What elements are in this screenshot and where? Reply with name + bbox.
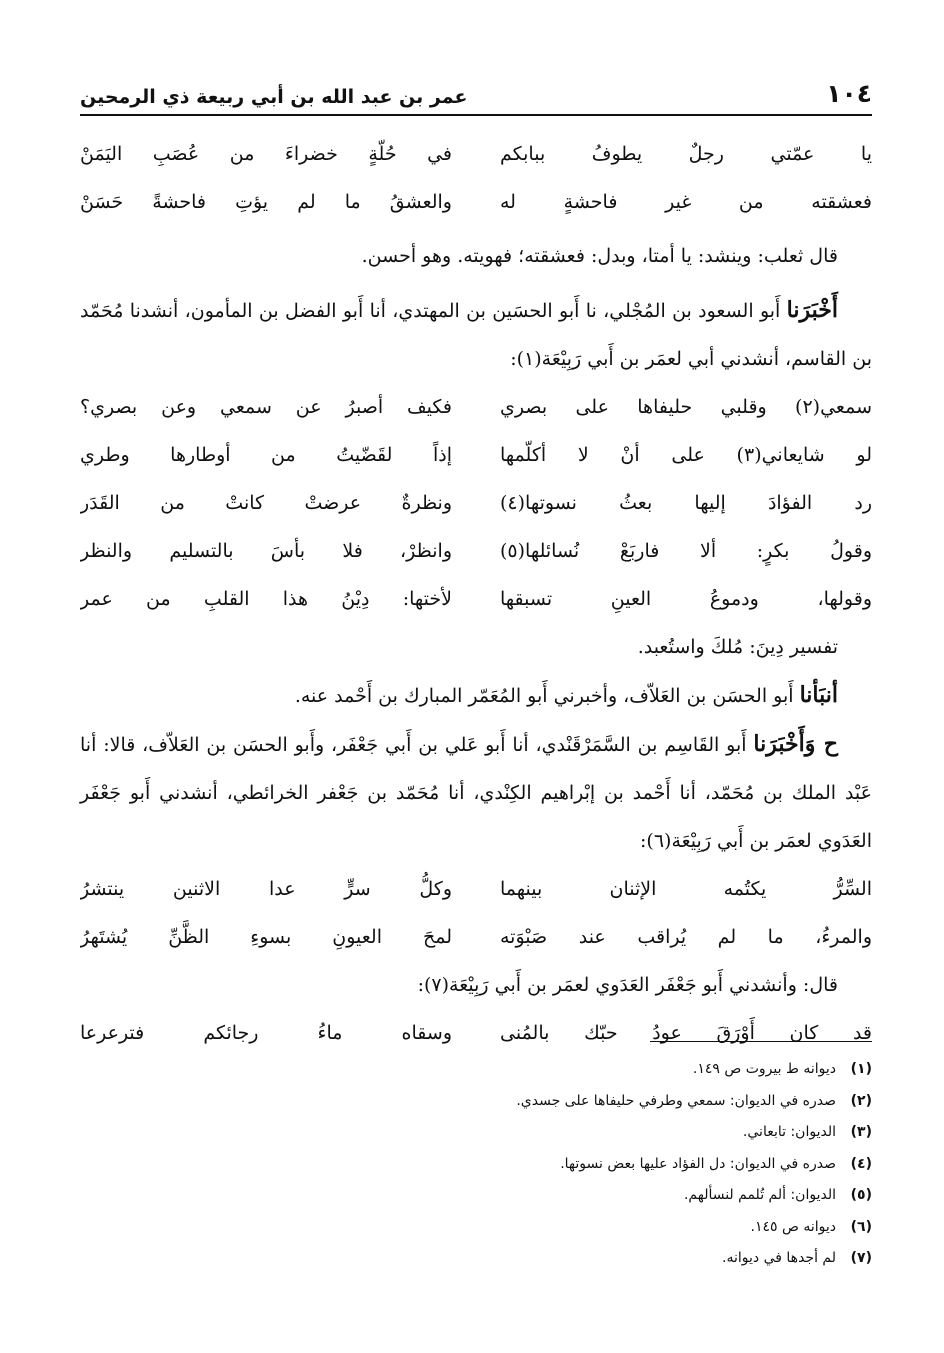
page-body	[80, 130, 872, 1057]
footnote-text: صدره في الديوان: سمعي وطرفي حليفاها على جسدي.	[516, 1092, 836, 1109]
footnote	[80, 1086, 872, 1118]
verse-hemistich-first: قد كان أَوْرَقَ عودُ حبّك بالمُنى	[500, 1022, 872, 1044]
footnote-text: ديوانه ص ١٤٥.	[750, 1218, 836, 1235]
verse-hemistich-first: لو شايعاني(٣) على أنْ لا أكلّمها	[500, 444, 872, 466]
footnote-text: لم أجدها في ديوانه.	[722, 1250, 836, 1266]
footnote-number: (٦)	[850, 1218, 872, 1235]
verse-hemistich-second: وانظرْ، فلا بأسَ بالتسليم والنظر	[80, 540, 452, 562]
verse-line	[80, 130, 872, 178]
verse-line	[80, 1009, 872, 1057]
verse-hemistich-second: وسقاه ماءُ رجائكم فترعرعا	[80, 1022, 452, 1044]
footnote-text: ديوانه ط بيروت ص ١٤٩.	[692, 1061, 836, 1077]
verse-hemistich-second: لمحَ العيونِ بسوءِ الظَّنِّ يُشتَهرُ	[80, 926, 452, 948]
verse-line	[80, 865, 872, 913]
isnad-text: أَبو الحسَن بن العَلاّف، وأخبرني أَبو المُعَمّر المبارك بن أَحْمد عنه.	[294, 685, 800, 707]
footnote	[80, 1180, 872, 1212]
verse-hemistich-first: وقولها، ودموعُ العينِ تسبقها	[500, 588, 872, 610]
footnote-number: (٥)	[850, 1187, 872, 1203]
isnad-lead: ح وَأَخْبَرَنا	[753, 731, 838, 757]
paragraph-thalab: قال ثعلب: وينشد: يا أمتا، وبدل: فعشقته؛ فهويته. وهو أحسن.	[361, 245, 838, 267]
verse-hemistich-second: فكيف أصبرُ عن سمعي وعن بصري؟	[80, 396, 452, 418]
verse-hemistich-second: والعشقُ ما لم يؤتِ فاحشةً حَسَنْ	[80, 191, 452, 213]
verse-line	[80, 913, 872, 961]
paragraph-isnad-2	[80, 671, 872, 720]
footnote-number: (٢)	[850, 1092, 872, 1109]
isnad-text: أَبو القَاسِم بن السَّمَرْقَنْدي، أنا أَبو عَلي بن أَبي جَعْفَر، وأَبو الحسَن بن العَلاّف، قالا: أنا عَبْد الملك بن مُحَمّد، أنا أَحْمد بن إبْراهيم الكِنْدي، أنا مُحَمّد بن جَعْفر الخرائطي، أنشدني أَبو جَعْفَر العَدَوي لعمَر بن أَبي رَبِيْعَة(٦):	[80, 734, 872, 852]
verse-line	[80, 479, 872, 527]
footnote	[80, 1117, 872, 1149]
isnad-text: أَبو السعود بن المُجْلي، نا أَبو الحسَين بن المهتدي، أنا أَبو الفضل بن المأمون، أنشدنا مُحَمّد بن القاسم، أنشدني أبي لعمَر بن أَبي رَبِيْعَة(١):	[80, 300, 872, 370]
footnote	[80, 1243, 872, 1275]
footnote-number: (٣)	[850, 1124, 872, 1140]
footnote-number: (٧)	[850, 1250, 872, 1266]
verse-hemistich-second: إذاً لقَضّيتُ من أوطارها وطري	[80, 444, 452, 466]
paragraph-isnad-4: قال: وأنشدني أَبو جَعْفَر العَدَوي لعمَر بن أَبي رَبِيْعَة(٧):	[417, 974, 838, 996]
footnotes	[80, 1054, 872, 1275]
footnote-text: الديوان: تابعاني.	[742, 1124, 836, 1140]
verse-hemistich-second: وكلُّ سرٍّ عدا الاثنين ينتشرُ	[80, 878, 452, 900]
footnote-number: (١)	[850, 1061, 872, 1077]
footnote-text: الديوان: ألم تُلمم لنسألهم.	[683, 1187, 836, 1203]
footnote-separator	[650, 1041, 872, 1042]
isnad-lead: أنبَأنا	[799, 682, 838, 708]
page-header	[80, 72, 872, 116]
verse-hemistich-first: فعشقته من غير فاحشةٍ له	[500, 191, 872, 213]
footnote-text: صدره في الديوان: دل الفؤاد عليها بعض نسوتها.	[560, 1155, 836, 1172]
footnote	[80, 1212, 872, 1244]
footnote	[80, 1054, 872, 1086]
paragraph-tafsir: تفسير دِينَ: مُلكَ واستُعبد.	[637, 636, 838, 658]
running-title: عمر بن عبد الله بن أبي ربيعة ذي الرمحين	[80, 86, 468, 108]
paragraph-isnad-1	[80, 286, 872, 383]
isnad-lead: أَخْبَرَنا	[786, 297, 838, 323]
page-number: ١٠٤	[826, 79, 872, 108]
footnote-number: (٤)	[850, 1155, 872, 1172]
verse-line	[80, 178, 872, 226]
verse-hemistich-first: وقولُ بكرٍ: ألا فاربَعْ نُسائلها(٥)	[500, 540, 872, 562]
footnote	[80, 1149, 872, 1181]
verse-line	[80, 431, 872, 479]
verse-line	[80, 575, 872, 623]
verse-hemistich-first: السِّرُّ يكتُمه الإثنان بينهما	[500, 878, 872, 900]
verse-hemistich-second: لأختها: دِيْنُ هذا القلبِ من عمر	[80, 588, 452, 610]
verse-hemistich-first: سمعي(٢) وقلبي حليفاها على بصري	[500, 396, 872, 418]
verse-hemistich-first: والمرءُ، ما لم يُراقب عند صَبْوَته	[500, 926, 872, 948]
verse-line	[80, 383, 872, 431]
verse-hemistich-first: رد الفؤادَ إليها بعثُ نسوتها(٤)	[500, 492, 872, 514]
verse-hemistich-first: يا عمّتي رجلٌ يطوفُ ببابكم	[500, 143, 872, 165]
verse-hemistich-second: ونظرةٌ عرضتْ كانتْ من القَدَر	[80, 492, 452, 514]
verse-line	[80, 527, 872, 575]
paragraph-isnad-3	[80, 720, 872, 865]
verse-hemistich-second: في حُلّةٍ خضراءَ من عُصَبِ اليَمَنْ	[80, 143, 452, 165]
